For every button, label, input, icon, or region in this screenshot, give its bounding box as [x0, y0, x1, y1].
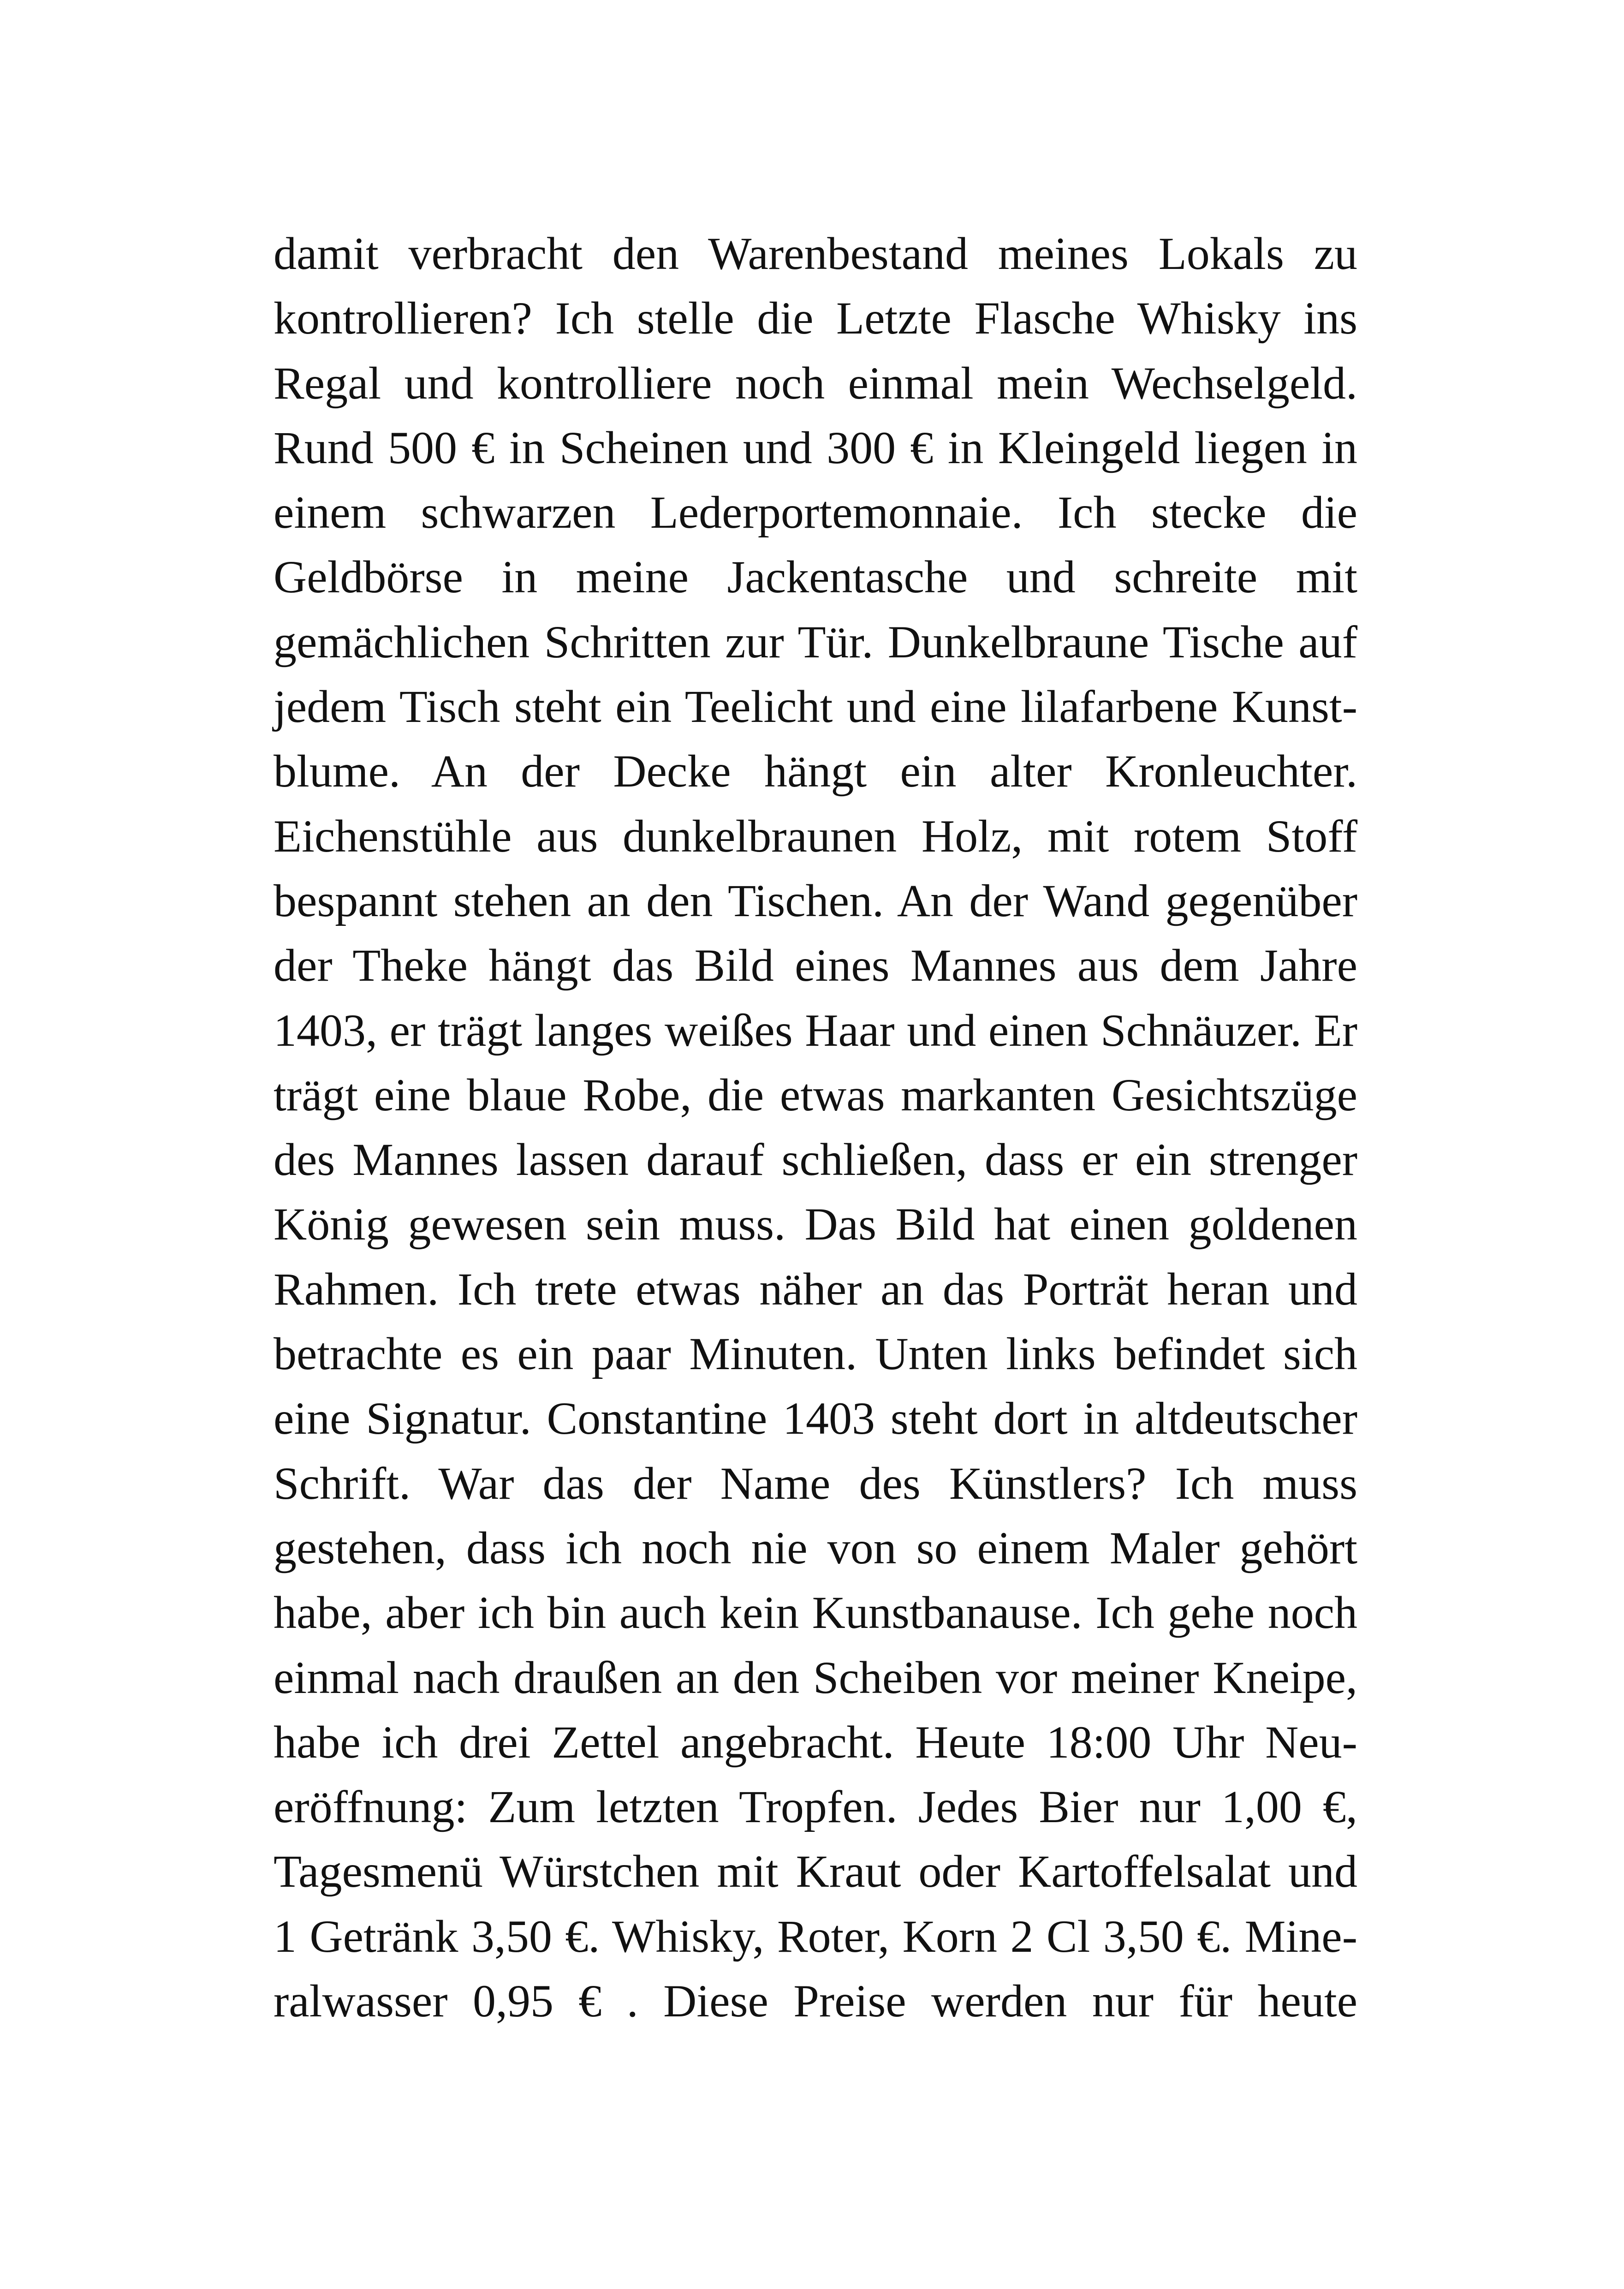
text-line: des Mannes lassen darauf schließen, dass er ein strenger	[274, 1134, 1357, 1186]
text-line: bespannt stehen an den Tischen. An der Wand gegenüber	[274, 875, 1357, 926]
text-line: König gewesen sein muss. Das Bild hat einen goldenen	[274, 1198, 1357, 1250]
text-line: 1403, er trägt langes weißes Haar und einen Schnäuzer. Er	[274, 1004, 1357, 1056]
text-line: Schrift. War das der Name des Künstlers? Ich muss	[274, 1457, 1357, 1509]
text-line: Tagesmenü Würstchen mit Kraut oder Kartoffelsalat und	[274, 1846, 1357, 1897]
text-line: einmal nach draußen an den Scheiben vor meiner Kneipe,	[274, 1651, 1357, 1703]
text-line: habe, aber ich bin auch kein Kunstbanause. Ich gehe noch	[274, 1587, 1357, 1639]
text-line: Eichenstühle aus dunkelbraunen Holz, mit rotem Stoff	[274, 810, 1357, 862]
text-line: damit verbracht den Warenbestand meines Lokals zu	[274, 228, 1357, 279]
text-line: Rund 500 € in Scheinen und 300 € in Kleingeld liegen in	[274, 422, 1357, 473]
text-line: eine Signatur. Constantine 1403 steht dort in altdeutscher	[274, 1393, 1357, 1444]
text-line: gestehen, dass ich noch nie von so einem Maler gehört	[274, 1522, 1357, 1574]
text-line: Geldbörse in meine Jackentasche und schreite mit	[274, 551, 1357, 603]
text-line: eröffnung: Zum letzten Tropfen. Jedes Bier nur 1,00 €,	[274, 1781, 1357, 1833]
text-line: kontrollieren? Ich stelle die Letzte Flasche Whisky ins	[274, 292, 1357, 344]
text-line: Regal und kontrolliere noch einmal mein Wechselgeld.	[274, 357, 1357, 409]
text-line: betrachte es ein paar Minuten. Unten links befindet sich	[274, 1328, 1357, 1380]
text-line: 1 Getränk 3,50 €. Whisky, Roter, Korn 2 Cl 3,50 €. Mine-	[274, 1910, 1357, 1962]
text-line: einem schwarzen Lederportemonnaie. Ich stecke die	[274, 487, 1357, 538]
text-line: jedem Tisch steht ein Teelicht und eine lilafarbene Kunst-	[274, 681, 1357, 733]
text-line: ralwasser 0,95 € . Diese Preise werden nur für heute	[274, 1975, 1357, 2027]
text-line: habe ich drei Zettel angebracht. Heute 18:00 Uhr Neu-	[274, 1716, 1357, 1768]
text-line: der Theke hängt das Bild eines Mannes aus dem Jahre	[274, 940, 1357, 991]
text-line: gemächlichen Schritten zur Tür. Dunkelbraune Tische auf	[274, 616, 1357, 668]
text-line: Rahmen. Ich trete etwas näher an das Porträt heran und	[274, 1263, 1357, 1315]
text-line: trägt eine blaue Robe, die etwas markanten Gesichtszüge	[274, 1069, 1357, 1121]
text-line: blume. An der Decke hängt ein alter Kronleuchter.	[274, 745, 1357, 797]
body-text	[274, 221, 1357, 2033]
